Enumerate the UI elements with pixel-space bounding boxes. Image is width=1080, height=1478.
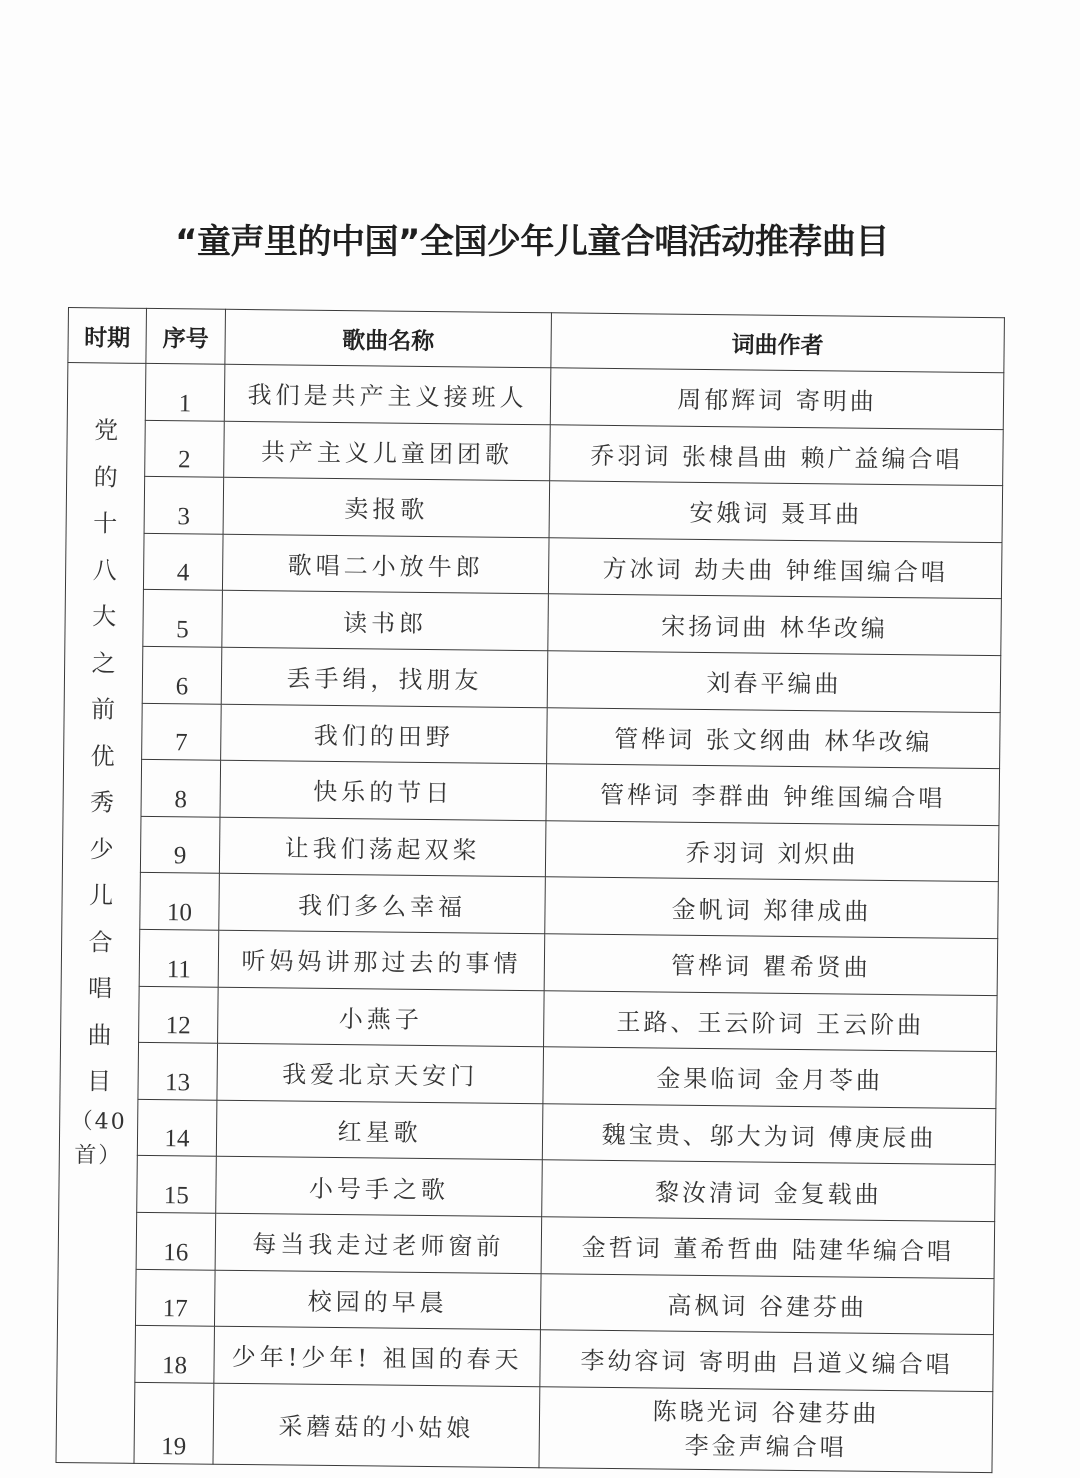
row-number: 16 bbox=[136, 1212, 216, 1269]
table-header-row bbox=[68, 308, 1005, 373]
row-number: 9 bbox=[140, 816, 220, 873]
period-char: 目 bbox=[86, 1067, 112, 1096]
period-char: 少 bbox=[89, 834, 114, 864]
song-name: 我们多么幸福 bbox=[219, 874, 546, 934]
song-author: 管桦词 瞿希贤曲 bbox=[544, 934, 998, 995]
song-author-line: 陈晓光词 谷建芬曲 bbox=[652, 1397, 880, 1428]
row-number: 12 bbox=[139, 986, 219, 1043]
row-number: 19 bbox=[134, 1382, 214, 1464]
row-number: 5 bbox=[143, 590, 223, 647]
row-number: 6 bbox=[142, 646, 222, 703]
document-title: “童声里的中国”全国少年儿童合唱活动推荐曲目 bbox=[175, 222, 889, 262]
song-author: 金帆词 郑律成曲 bbox=[545, 877, 999, 938]
song-name: 少年!少年! 祖国的春天 bbox=[214, 1326, 541, 1386]
table-row bbox=[67, 419, 1004, 486]
song-name: 校园的早晨 bbox=[214, 1270, 541, 1330]
song-author: 高枫词 谷建芬曲 bbox=[540, 1273, 994, 1334]
song-name: 快乐的节日 bbox=[220, 760, 547, 820]
table-row bbox=[57, 1268, 994, 1335]
song-author: 金果临词 金月苓曲 bbox=[543, 1047, 997, 1108]
period-char: 合 bbox=[88, 927, 113, 957]
song-name: 小号手之歌 bbox=[216, 1157, 543, 1217]
row-number: 7 bbox=[142, 703, 222, 760]
table-row bbox=[63, 759, 1000, 826]
song-author: 黎汝清词 金复载曲 bbox=[542, 1160, 996, 1221]
table-row bbox=[67, 363, 1004, 430]
period-char: 儿 bbox=[88, 881, 114, 910]
song-name: 我们的田野 bbox=[221, 704, 548, 764]
table-row bbox=[62, 872, 999, 939]
song-name: 红星歌 bbox=[216, 1100, 543, 1160]
song-author: 安娥词 聂耳曲 bbox=[549, 481, 1003, 542]
song-name: 我们是共产主义接班人 bbox=[224, 364, 551, 424]
header-song-name: 歌曲名称 bbox=[225, 309, 552, 368]
header-number: 序号 bbox=[146, 308, 226, 364]
row-number: 17 bbox=[135, 1269, 215, 1326]
table-row bbox=[57, 1325, 994, 1392]
table-row bbox=[66, 476, 1003, 543]
period-count-open: （40 bbox=[70, 1108, 127, 1135]
row-number: 11 bbox=[139, 929, 219, 986]
song-author: 宋扬词曲 林华改编 bbox=[548, 594, 1002, 655]
period-char: 优 bbox=[90, 741, 115, 771]
song-author: 王路、王云阶词 王云阶曲 bbox=[544, 990, 998, 1051]
song-name: 小燕子 bbox=[218, 987, 545, 1047]
period-char: 秀 bbox=[89, 788, 115, 817]
song-name: 采蘑菇的小姑娘 bbox=[213, 1383, 540, 1468]
period-char: 的 bbox=[93, 462, 118, 492]
song-author: 管桦词 李群曲 钟维国编合唱 bbox=[546, 764, 1000, 825]
row-number: 3 bbox=[144, 477, 224, 534]
song-author: 乔羽词 张棣昌曲 赖广益编合唱 bbox=[550, 424, 1004, 485]
period-char: 大 bbox=[92, 602, 117, 631]
song-name: 我爱北京天安门 bbox=[217, 1043, 544, 1103]
table-row bbox=[59, 1098, 996, 1165]
song-author: 金哲词 董希哲曲 陆建华编合唱 bbox=[541, 1217, 995, 1278]
period-count-close: 首） bbox=[74, 1142, 123, 1169]
table-row bbox=[65, 532, 1002, 599]
period-char: 党 bbox=[94, 416, 119, 445]
song-name: 让我们荡起双桨 bbox=[219, 817, 546, 877]
song-name: 听妈妈讲那过去的事情 bbox=[218, 930, 545, 990]
table-row bbox=[60, 1042, 997, 1109]
song-name: 读书郎 bbox=[222, 591, 549, 651]
period-char: 十 bbox=[93, 509, 118, 538]
song-name: 歌唱二小放牛郎 bbox=[222, 534, 549, 594]
row-number: 13 bbox=[138, 1042, 218, 1099]
song-author: 魏宝贵、邬大为词 傅庚辰曲 bbox=[542, 1103, 996, 1164]
table-row bbox=[65, 589, 1002, 656]
song-author bbox=[539, 1386, 993, 1472]
song-author: 刘春平编曲 bbox=[547, 651, 1001, 712]
header-period: 时期 bbox=[68, 308, 147, 364]
row-number: 8 bbox=[141, 760, 221, 817]
period-cell bbox=[56, 363, 146, 1463]
row-number: 4 bbox=[143, 533, 223, 590]
recommended-songs-table bbox=[55, 307, 1004, 1473]
row-number: 10 bbox=[140, 873, 220, 930]
row-number: 18 bbox=[135, 1325, 215, 1382]
table-row bbox=[61, 985, 998, 1052]
song-name: 卖报歌 bbox=[223, 477, 550, 537]
song-table-container bbox=[55, 307, 1003, 1473]
song-name: 共产主义儿童团团歌 bbox=[224, 421, 551, 481]
table-row bbox=[62, 815, 999, 882]
song-author: 李幼容词 寄明曲 吕道义编合唱 bbox=[540, 1330, 994, 1391]
period-char: 曲 bbox=[87, 1020, 112, 1050]
period-char: 之 bbox=[91, 648, 116, 678]
table-row bbox=[64, 702, 1001, 769]
period-char: 唱 bbox=[87, 974, 113, 1003]
table-row bbox=[61, 928, 998, 995]
song-author: 周郁辉词 寄明曲 bbox=[550, 368, 1004, 429]
song-author: 管桦词 张文纲曲 林华改编 bbox=[547, 707, 1001, 768]
song-name: 丢手绢，找朋友 bbox=[221, 647, 548, 707]
song-author: 方冰词 劫夫曲 钟维国编合唱 bbox=[548, 538, 1002, 599]
period-char: 前 bbox=[90, 695, 116, 724]
period-char: 八 bbox=[92, 555, 117, 585]
song-author: 乔羽词 刘炽曲 bbox=[545, 821, 999, 882]
table-row bbox=[56, 1381, 993, 1472]
row-number: 2 bbox=[145, 420, 225, 477]
song-author-line: 李金声编合唱 bbox=[684, 1431, 847, 1462]
table-row bbox=[59, 1155, 996, 1222]
row-number: 15 bbox=[137, 1156, 217, 1213]
header-lyricist-composer: 词曲作者 bbox=[551, 313, 1005, 373]
row-number: 14 bbox=[137, 1099, 217, 1156]
row-number: 1 bbox=[145, 363, 225, 420]
table-row bbox=[58, 1211, 995, 1278]
song-name: 每当我走过老师窗前 bbox=[215, 1213, 542, 1273]
table-row bbox=[64, 646, 1001, 713]
